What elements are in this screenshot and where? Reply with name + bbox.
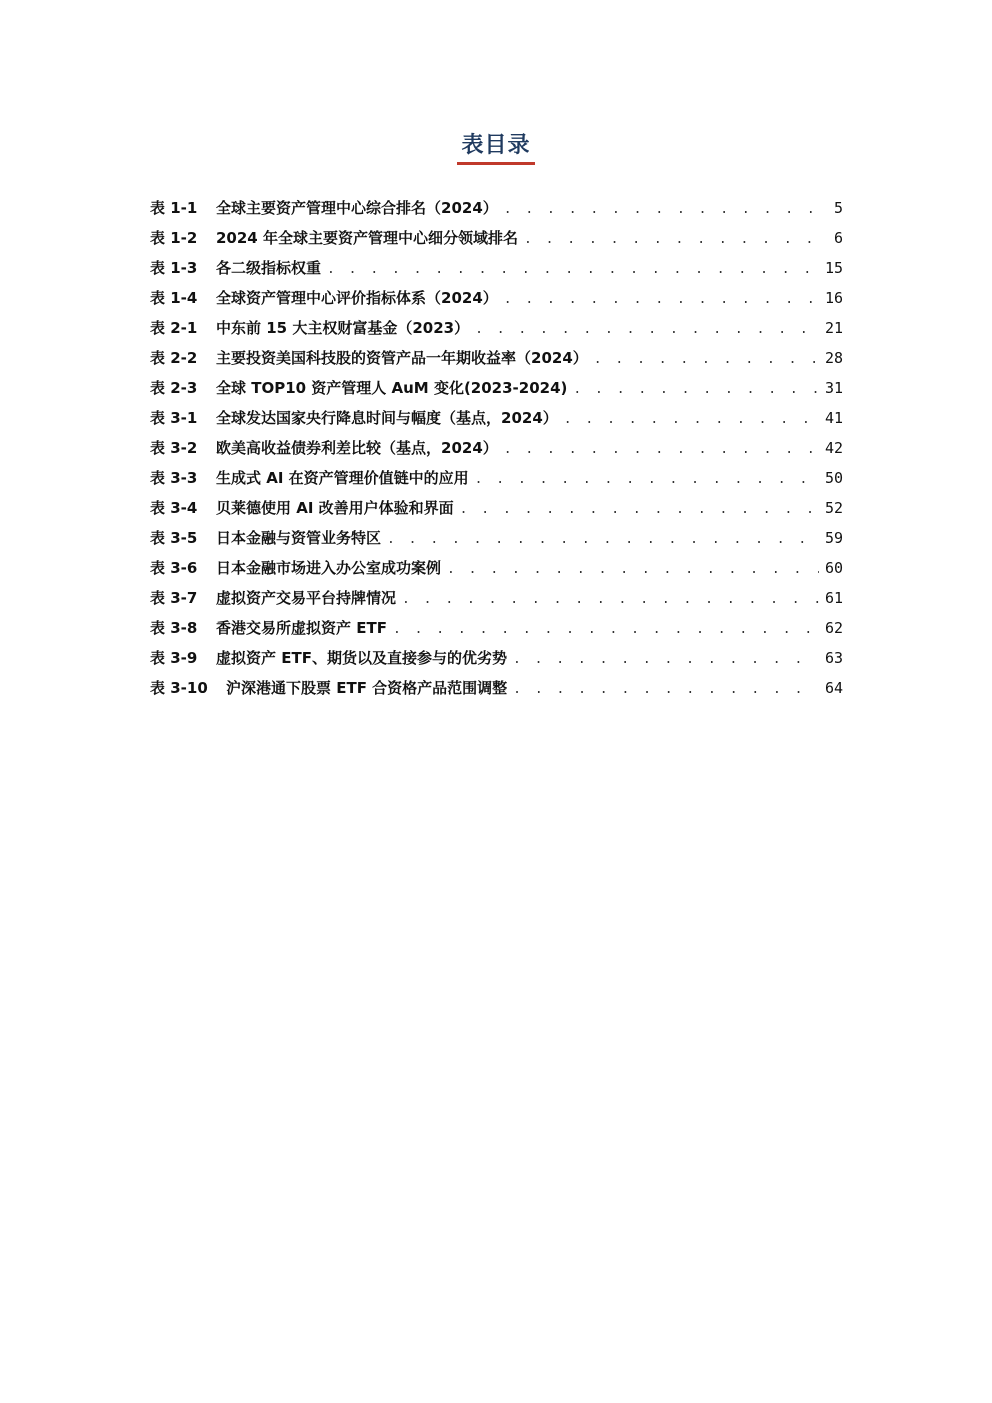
- toc-entry[interactable]: [150, 523, 843, 553]
- toc-entry-number: 表 3-10: [150, 679, 208, 697]
- toc-entry[interactable]: [150, 553, 843, 583]
- toc-entry-label: [150, 343, 588, 373]
- toc-entry-page: 31: [824, 379, 843, 397]
- toc-entry-number: 表 1-2: [150, 229, 198, 247]
- toc-entry-page: 62: [824, 619, 843, 637]
- toc-entry[interactable]: [150, 493, 843, 523]
- toc-leader-dots: [504, 285, 819, 315]
- toc-leader-dots: [387, 525, 819, 555]
- toc-entry-page: 21: [824, 319, 843, 337]
- toc-entry-label: [150, 403, 558, 433]
- toc-leader-dots: [524, 225, 828, 255]
- toc-leader-dots: [594, 345, 819, 375]
- toc-entry-page: 42: [824, 439, 843, 457]
- toc-entry-page: 63: [824, 649, 843, 667]
- toc-entry-number: 表 3-7: [150, 589, 198, 607]
- table-of-tables: [150, 193, 843, 703]
- toc-entry-label: [150, 523, 381, 553]
- toc-entry[interactable]: [150, 253, 843, 283]
- toc-entry-page: 41: [824, 409, 843, 427]
- toc-entry[interactable]: [150, 223, 843, 253]
- toc-entry[interactable]: [150, 613, 843, 643]
- toc-leader-dots: [447, 555, 819, 585]
- toc-entry-number: 表 3-3: [150, 469, 198, 487]
- toc-leader-dots: [513, 645, 819, 675]
- toc-entry[interactable]: [150, 313, 843, 343]
- toc-entry-page: 60: [824, 559, 843, 577]
- toc-entry-label: [150, 223, 518, 253]
- toc-leader-dots: [573, 375, 819, 405]
- toc-entry-title: 日本金融市场进入办公室成功案例: [216, 559, 442, 577]
- toc-entry-page: 50: [824, 469, 843, 487]
- toc-entry-page: 59: [824, 529, 843, 547]
- toc-entry-title: 欧美高收益债券利差比较（基点，2024）: [216, 439, 498, 457]
- toc-leader-dots: [475, 315, 819, 345]
- toc-entry-title: 各二级指标权重: [216, 259, 322, 277]
- toc-entry[interactable]: [150, 283, 843, 313]
- toc-entry-number: 表 1-4: [150, 289, 198, 307]
- toc-entry[interactable]: [150, 403, 843, 433]
- toc-entry-label: [150, 373, 567, 403]
- toc-entry-number: 表 1-3: [150, 259, 198, 277]
- toc-entry-number: 表 3-4: [150, 499, 198, 517]
- toc-entry[interactable]: [150, 463, 843, 493]
- toc-entry-label: [150, 433, 498, 463]
- toc-leader-dots: [513, 675, 819, 705]
- toc-entry-label: [150, 313, 469, 343]
- toc-entry-page: 52: [824, 499, 843, 517]
- toc-entry-title: 生成式 AI 在资产管理价值链中的应用: [216, 469, 469, 487]
- toc-entry-page: 6: [833, 229, 843, 247]
- toc-leader-dots: [393, 615, 819, 645]
- toc-leader-dots: [460, 495, 819, 525]
- title-container: [0, 128, 992, 165]
- toc-entry-label: [150, 613, 387, 643]
- toc-entry-number: 表 3-5: [150, 529, 198, 547]
- toc-entry-label: [150, 553, 441, 583]
- toc-entry[interactable]: [150, 373, 843, 403]
- toc-entry[interactable]: [150, 193, 843, 223]
- toc-entry[interactable]: [150, 433, 843, 463]
- toc-entry-label: [150, 673, 507, 703]
- toc-entry-page: 64: [824, 679, 843, 697]
- toc-entry-label: [150, 253, 321, 283]
- toc-entry-label: [150, 643, 507, 673]
- toc-entry[interactable]: [150, 343, 843, 373]
- toc-entry-page: 61: [824, 589, 843, 607]
- toc-entry-label: [150, 283, 498, 313]
- toc-entry-title: 全球 TOP10 资产管理人 AuM 变化(2023-2024): [216, 379, 568, 397]
- toc-entry-title: 沪深港通下股票 ETF 合资格产品范围调整: [226, 679, 508, 697]
- toc-leader-dots: [564, 405, 819, 435]
- toc-leader-dots: [327, 255, 819, 285]
- toc-entry-page: 16: [824, 289, 843, 307]
- toc-leader-dots: [504, 435, 819, 465]
- toc-entry-label: [150, 193, 498, 223]
- toc-entry[interactable]: [150, 673, 843, 703]
- toc-entry-label: [150, 493, 454, 523]
- toc-entry-title: 2024 年全球主要资产管理中心细分领域排名: [216, 229, 518, 247]
- toc-entry-title: 全球资产管理中心评价指标体系（2024）: [216, 289, 498, 307]
- toc-entry-number: 表 3-2: [150, 439, 198, 457]
- toc-entry-title: 虚拟资产交易平台持牌情况: [216, 589, 397, 607]
- toc-entry-page: 15: [824, 259, 843, 277]
- toc-entry-number: 表 3-9: [150, 649, 198, 667]
- toc-leader-dots: [402, 585, 819, 615]
- toc-entry-number: 表 2-1: [150, 319, 198, 337]
- toc-entry-title: 贝莱德使用 AI 改善用户体验和界面: [216, 499, 454, 517]
- toc-entry-label: [150, 583, 396, 613]
- toc-entry-title: 中东前 15 大主权财富基金（2023）: [216, 319, 470, 337]
- toc-entry[interactable]: [150, 583, 843, 613]
- toc-entry-number: 表 3-6: [150, 559, 198, 577]
- toc-entry-number: 表 1-1: [150, 199, 198, 217]
- toc-entry[interactable]: [150, 643, 843, 673]
- toc-entry-page: 28: [824, 349, 843, 367]
- toc-entry-title: 主要投资美国科技股的资管产品一年期收益率（2024）: [216, 349, 588, 367]
- toc-entry-title: 香港交易所虚拟资产 ETF: [216, 619, 387, 637]
- toc-entry-number: 表 2-2: [150, 349, 198, 367]
- toc-entry-number: 表 2-3: [150, 379, 198, 397]
- toc-entry-label: [150, 463, 469, 493]
- toc-entry-number: 表 3-1: [150, 409, 198, 427]
- page-title: 表目录: [457, 128, 534, 165]
- toc-entry-number: 表 3-8: [150, 619, 198, 637]
- toc-entry-title: 日本金融与资管业务特区: [216, 529, 382, 547]
- toc-entry-title: 虚拟资产 ETF、期货以及直接参与的优劣势: [216, 649, 507, 667]
- toc-entry-title: 全球发达国家央行降息时间与幅度（基点，2024）: [216, 409, 558, 427]
- toc-entry-title: 全球主要资产管理中心综合排名（2024）: [216, 199, 498, 217]
- toc-leader-dots: [475, 465, 819, 495]
- toc-leader-dots: [504, 195, 828, 225]
- toc-entry-page: 5: [833, 199, 843, 217]
